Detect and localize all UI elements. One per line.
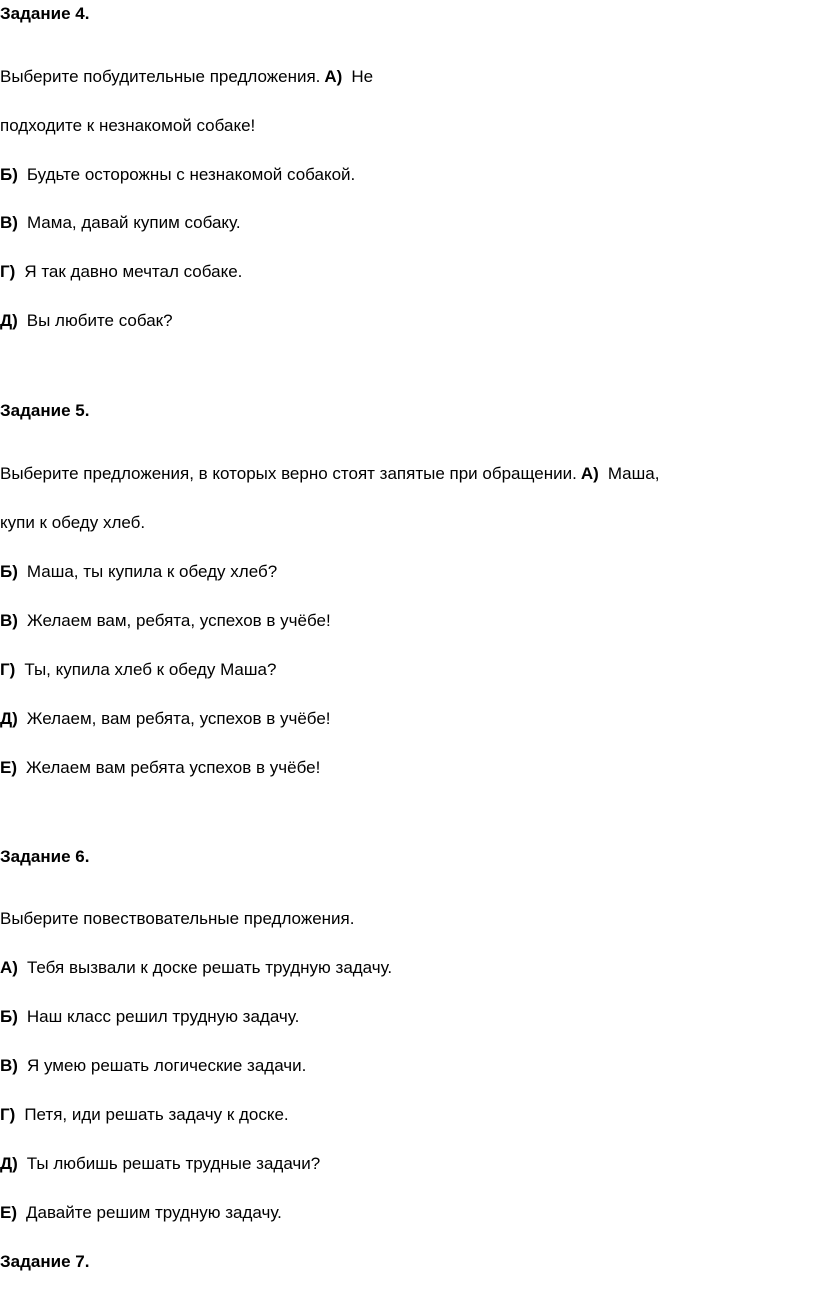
task-5-option-e (0, 757, 320, 779)
task-6-option-b (0, 1006, 299, 1028)
task-4-option-g-letter: Г) (0, 262, 16, 281)
task-6-option-a (0, 957, 392, 979)
task-7-heading: Задание 7. (0, 1252, 90, 1271)
task-4-option-d (0, 310, 173, 332)
task-5-option-v-text: Желаем вам, ребята, успехов в учёбе! (26, 611, 331, 630)
task-4-option-v (0, 212, 241, 234)
task-6-option-v-text: Я умею решать логические задачи. (26, 1056, 307, 1075)
task-5-option-v-letter: В) (0, 611, 18, 630)
task-4-option-a-letter: А) (324, 67, 343, 86)
task-4-option-v-text: Мама, давай купим собаку. (26, 213, 241, 232)
task-4-option-g (0, 261, 242, 283)
task-5-option-d (0, 708, 331, 730)
task-4-option-b (0, 164, 355, 186)
task-5-option-a-continuation: купи к обеду хлеб. (0, 513, 146, 532)
task-5-option-b-text: Маша, ты купила к обеду хлеб? (26, 562, 278, 581)
task-5-question-text: Выберите предложения, в которых верно стоят запятые при обращении. (0, 464, 577, 483)
task-4-option-d-text: Вы любите собак? (26, 311, 173, 330)
task-6-question: Выберите повествовательные предложения. (0, 909, 355, 928)
task-4-option-b-text: Будьте осторожны с незнакомой собакой. (26, 165, 356, 184)
task-4-heading: Задание 4. (0, 4, 90, 23)
task-6-option-d (0, 1153, 320, 1175)
task-4-question-text: Выберите побудительные предложения. (0, 67, 321, 86)
task-6-heading: Задание 6. (0, 847, 90, 866)
task-6-option-v (0, 1055, 306, 1077)
task-5-option-a-letter: А) (580, 464, 599, 483)
task-5-option-a-text: Маша, (607, 464, 660, 483)
task-6-option-e-text: Давайте решим трудную задачу. (26, 1203, 282, 1222)
task-4-option-g-text: Я так давно мечтал собаке. (24, 262, 243, 281)
task-4-option-v-letter: В) (0, 213, 18, 232)
task-5-option-g (0, 659, 276, 681)
task-5-option-g-text: Ты, купила хлеб к обеду Маша? (24, 660, 277, 679)
task-5-option-v (0, 610, 331, 632)
task-4-option-b-letter: Б) (0, 165, 18, 184)
task-6-option-d-letter: Д) (0, 1154, 18, 1173)
task-6-option-g-letter: Г) (0, 1105, 16, 1124)
task-5-option-b (0, 561, 277, 583)
task-6-option-b-text: Наш класс решил трудную задачу. (26, 1007, 300, 1026)
task-6-option-g-text: Петя, иди решать задачу к доске. (24, 1105, 289, 1124)
task-5-option-b-letter: Б) (0, 562, 18, 581)
task-6-option-e-letter: Е) (0, 1203, 17, 1222)
task-5-option-e-text: Желаем вам ребята успехов в учёбе! (26, 758, 321, 777)
task-6-option-d-text: Ты любишь решать трудные задачи? (26, 1154, 321, 1173)
task-6-option-a-text: Тебя вызвали к доске решать трудную задачу. (26, 958, 393, 977)
task-6-option-v-letter: В) (0, 1056, 18, 1075)
task-5-option-g-letter: Г) (0, 660, 16, 679)
task-5-option-e-letter: Е) (0, 758, 17, 777)
task-5-heading: Задание 5. (0, 401, 90, 420)
task-6-option-g (0, 1104, 289, 1126)
task-4-question (0, 66, 373, 88)
task-6-option-a-letter: А) (0, 958, 18, 977)
task-6-option-e (0, 1202, 282, 1224)
task-5-option-d-text: Желаем, вам ребята, успехов в учёбе! (26, 709, 331, 728)
task-4-option-a-text: Не (351, 67, 374, 86)
task-4-option-a-continuation: подходите к незнакомой собаке! (0, 116, 256, 135)
task-5-question (0, 463, 659, 485)
task-5-option-d-letter: Д) (0, 709, 18, 728)
task-4-option-d-letter: Д) (0, 311, 18, 330)
task-6-option-b-letter: Б) (0, 1007, 18, 1026)
